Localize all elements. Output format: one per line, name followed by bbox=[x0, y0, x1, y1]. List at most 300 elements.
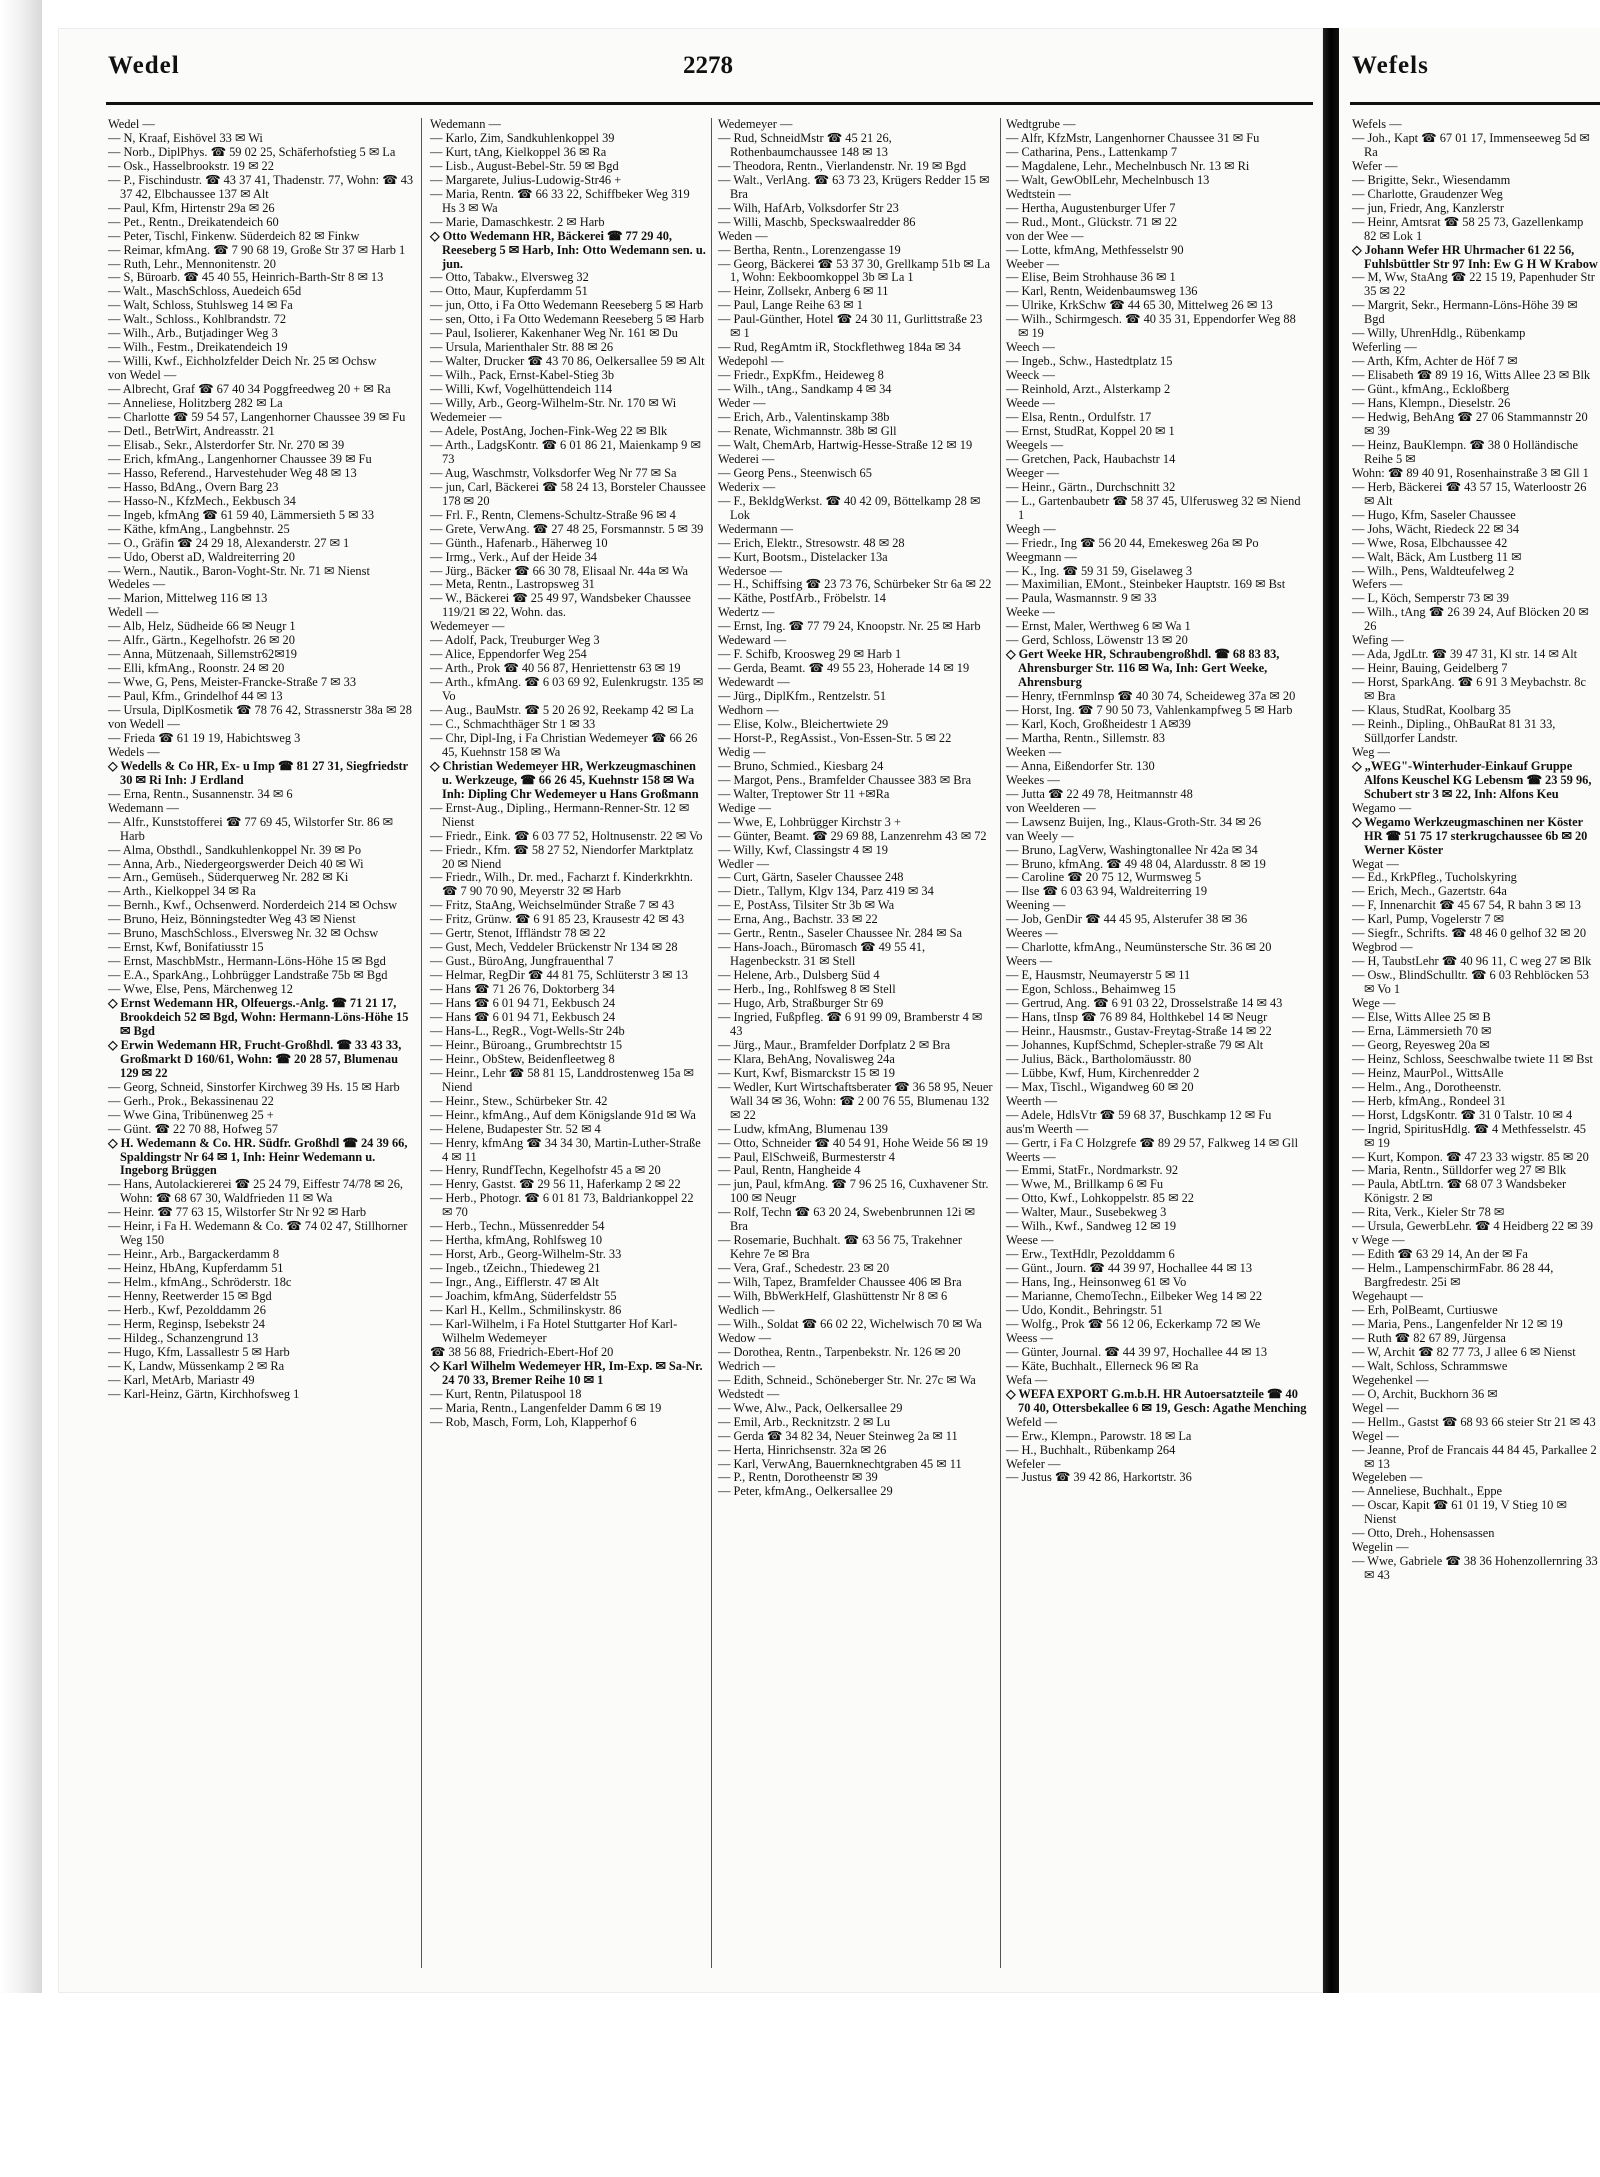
directory-entry: — Elisab., Sekr., Alsterdorfer Str. Nr. 270 ✉ 39 bbox=[108, 437, 345, 452]
directory-entry: — Käte, Buchhalt., Ellerneck 96 ✉ Ra bbox=[1006, 1358, 1199, 1373]
directory-entry: — Ernst, Kwf, Bonifatiusstr 15 bbox=[108, 940, 264, 955]
directory-entry: Wedlich — bbox=[718, 1303, 775, 1318]
directory-entry: — Walt, Schloss, Schrammswe bbox=[1352, 1358, 1508, 1373]
directory-entry: — Meta, Rentn., Lastropsweg 31 bbox=[430, 577, 595, 592]
directory-entry: — E, Hausmstr, Neumayerstr 5 ✉ 11 bbox=[1006, 968, 1191, 983]
directory-entry: — Johs, Wächt, Riedeck 22 ✉ 34 bbox=[1352, 521, 1520, 536]
directory-entry: — Hans, tInsp ☎ 76 89 84, Holthkebel 14 ✉ Neugr bbox=[1006, 1010, 1268, 1024]
directory-entry: — Wwe Gina, Tribünenweg 25 + bbox=[108, 1107, 274, 1122]
directory-entry: — Ed., KrkPfleg., Tucholskyring bbox=[1352, 870, 1517, 885]
directory-entry: — Günt., kfmAng., Eckloßberg bbox=[1352, 382, 1510, 397]
directory-entry: — Herb, Bäckerei ☎ 43 57 15, Waterloostr 26 ✉ Alt bbox=[1352, 479, 1587, 508]
directory-entry: — Walt., VerlAng. ☎ 63 73 23, Krügers Redder 15 ✉ Bra bbox=[718, 172, 990, 201]
directory-entry: — Marion, Mittelweg 116 ✉ 13 bbox=[108, 591, 268, 606]
directory-entry: Weech — bbox=[1006, 340, 1055, 355]
directory-entry: — Helm., LampenschirmFabr. 86 28 44, Bargfredestr. 25i ✉ bbox=[1352, 1261, 1554, 1290]
directory-entry: Wedemann — bbox=[108, 800, 179, 815]
directory-entry: — Frieda ☎ 61 19 19, Habichtsweg 3 bbox=[108, 730, 301, 745]
directory-entry: — Hugo, Arb, Straßburger Str 69 bbox=[718, 996, 884, 1011]
directory-entry: — Ingeb, kfmAng ☎ 61 59 40, Lämmersieth 5 ✉ 33 bbox=[108, 507, 375, 522]
directory-entry: — Gerda ☎ 34 82 34, Neuer Steinweg 2a ✉ 11 bbox=[718, 1428, 958, 1443]
directory-entry: — Udo, Oberst aD, Waldreiterring 20 bbox=[108, 549, 295, 564]
directory-entry: — Gertr, Stenot, Iffländstr 78 ✉ 22 bbox=[430, 926, 606, 941]
directory-entry: — Heinz, MaurPol., WittsAlle bbox=[1352, 1065, 1504, 1080]
directory-entry: — Günt., Journ. ☎ 44 39 97, Hochallee 44 ✉ 13 bbox=[1006, 1261, 1253, 1276]
directory-entry: — Gust., BüroAng, Jungfrauenthal 7 bbox=[430, 954, 614, 969]
directory-entry: — Hans-L., RegR., Vogt-Wells-Str 24b bbox=[430, 1023, 625, 1038]
directory-entry: — Helene, Budapester Str. 52 ✉ 4 bbox=[430, 1121, 601, 1136]
directory-entry: — Alfr., Kunststofferei ☎ 77 69 45, Wilstorfer Str. 86 ✉ Harb bbox=[108, 814, 394, 843]
directory-entry: — Hans ☎ 6 01 94 71, Eekbusch 24 bbox=[430, 1010, 616, 1024]
directory-entry: — Margot, Pens., Bramfelder Chaussee 383 ✉ Bra bbox=[718, 772, 972, 787]
directory-entry: Wegehaupt — bbox=[1352, 1289, 1423, 1304]
directory-entry: — Gerda, Beamt. ☎ 49 55 23, Hoherade 14 ✉ 19 bbox=[718, 661, 970, 676]
directory-entry: — Ursula, GewerbLehr. ☎ 4 Heidberg 22 ✉ 39 bbox=[1352, 1219, 1593, 1234]
directory-entry: Wefer — bbox=[1352, 158, 1398, 173]
directory-entry: Wedeles — bbox=[108, 577, 166, 592]
directory-entry: — Rud, RegAmtm iR, Stockflethweg 184a ✉ 34 bbox=[718, 340, 961, 355]
directory-entry: — Arth., LadgsKontr. ☎ 6 01 86 21, Maienkamp 9 ✉ 73 bbox=[430, 437, 701, 466]
directory-entry: — Willi, Kwf, Vogelhüttendeich 114 bbox=[430, 382, 613, 397]
directory-entry: — Karl-Wilhelm, i Fa Hotel Stuttgarter Hof Karl-Wilhelm Wedemeyer bbox=[430, 1316, 678, 1345]
directory-entry: van Weely — bbox=[1006, 828, 1074, 843]
directory-entry: — Erich, kfmAng., Langenhorner Chaussee 39 ✉ Fu bbox=[108, 451, 372, 466]
directory-entry: — jun, Otto, i Fa Otto Wedemann Reeseberg 5 ✉ Harb bbox=[430, 298, 704, 313]
directory-entry: — Bernh., Kwf., Ochsenwerd. Norderdeich 214 ✉ Ochsw bbox=[108, 898, 398, 913]
directory-entry: — Heinz, BauKlempn. ☎ 38 0 Holländische Reihe 5 ✉ bbox=[1352, 437, 1579, 466]
directory-entry: — Willi, Kwf., Eichholzfelder Deich Nr. 25 ✉ Ochsw bbox=[108, 354, 377, 369]
directory-entry: — F., BekldgWerkst. ☎ 40 42 09, Böttelkamp 28 ✉ Lok bbox=[718, 493, 981, 522]
column-4 bbox=[1006, 118, 1308, 1485]
directory-entry: — Heinr, Zollsekr, Anberg 6 ✉ 11 bbox=[718, 284, 889, 299]
directory-entry: Wedler — bbox=[718, 856, 769, 871]
directory-entry: Wefa — bbox=[1006, 1372, 1048, 1387]
directory-entry: — Wilh., tAng., Sandkamp 4 ✉ 34 bbox=[718, 382, 892, 397]
directory-entry: — Wilh., Pack, Ernst-Kabel-Stieg 3b bbox=[430, 368, 615, 383]
directory-entry: — Adele, HdlsVtr ☎ 59 68 37, Buschkamp 12 ✉ Fu bbox=[1006, 1107, 1272, 1122]
directory-entry: — Herb., Photogr. ☎ 6 01 81 73, Baldriankoppel 22 ✉ 70 bbox=[430, 1191, 694, 1220]
directory-entry: — Wwe, G, Pens, Meister-Francke-Straße 7 ✉ 33 bbox=[108, 675, 357, 690]
directory-entry: — Anna, Mützenaah, Sillemstr62✉19 bbox=[108, 647, 297, 662]
directory-entry: — Heinz, Schloss, Seeschwalbe twiete 11 ✉ Bst bbox=[1352, 1051, 1593, 1066]
directory-entry: — Käthe, kfmAng., Langbehnstr. 25 bbox=[108, 521, 290, 536]
directory-entry: Wefing — bbox=[1352, 633, 1404, 648]
directory-entry: — Wwe, M., Brillkamp 6 ✉ Fu bbox=[1006, 1177, 1164, 1192]
directory-entry: — E.A., SparkAng., Lohbrügger Landstraße 75b ✉ Bgd bbox=[108, 968, 388, 983]
directory-entry: Wegbrod — bbox=[1352, 940, 1413, 955]
directory-entry: — Wern., Nautik., Baron-Voght-Str. Nr. 71 ✉ Nienst bbox=[108, 563, 370, 578]
directory-entry: — W, Archit ☎ 82 77 73, J allee 6 ✉ Nienst bbox=[1352, 1344, 1576, 1359]
directory-entry: Wedtstein — bbox=[1006, 186, 1071, 201]
directory-entry: — Horst, Arb., Georg-Wilhelm-Str. 33 bbox=[430, 1247, 622, 1262]
directory-entry: — jun, Paul, kfmAng. ☎ 7 96 25 16, Cuxhavener Str. 100 ✉ Neugr bbox=[718, 1177, 989, 1206]
directory-entry: Weess — bbox=[1006, 1330, 1053, 1345]
directory-entry: — Hans, Klempn., Dieselstr. 26 bbox=[1352, 396, 1511, 411]
directory-entry: — Paul, Isolierer, Kakenhaner Weg Nr. 161 ✉ Du bbox=[430, 326, 678, 341]
directory-entry: — Adele, PostAng, Jochen-Fink-Weg 22 ✉ Blk bbox=[430, 423, 668, 438]
column-1 bbox=[108, 118, 414, 1402]
directory-entry: — Elsa, Rentn., Ordulfstr. 17 bbox=[1006, 410, 1152, 425]
header-left-word: Wedel bbox=[108, 52, 180, 79]
directory-entry: — Herb., Techn., Müssenredder 54 bbox=[430, 1219, 605, 1234]
directory-entry: — Reinhold, Arzt., Alsterkamp 2 bbox=[1006, 382, 1171, 397]
directory-entry: — Horst, LdgsKontr. ☎ 31 0 Talstr. 10 ✉ 4 bbox=[1352, 1107, 1573, 1122]
directory-entry: Wege — bbox=[1352, 996, 1396, 1011]
directory-entry: Wedhorn — bbox=[718, 703, 779, 718]
directory-entry: — Dietr., Tallym, Klgv 134, Parz 419 ✉ 34 bbox=[718, 884, 934, 899]
page-gutter bbox=[1323, 28, 1339, 2177]
directory-entry: — Paul, Kfm, Hirtenstr 29a ✉ 26 bbox=[108, 200, 275, 215]
directory-entry: Wohn: ☎ 89 40 91, Rosenhainstraße 3 ✉ Gll 1 bbox=[1352, 465, 1589, 480]
directory-entry: — Willy, Kwf, Classingstr 4 ✉ 19 bbox=[718, 842, 888, 857]
directory-entry: — Adolf, Pack, Treuburger Weg 3 bbox=[430, 633, 600, 648]
directory-entry: — Erich, Mech., Gazertstr. 64a bbox=[1352, 884, 1507, 899]
directory-entry: — Friedr., Eink. ☎ 6 03 77 52, Holtnusenstr. 22 ✉ Vo bbox=[430, 828, 703, 843]
directory-entry: — Hertha, kfmAng, Rohlfsweg 10 bbox=[430, 1233, 603, 1248]
directory-entry: Weekes — bbox=[1006, 772, 1060, 787]
directory-entry: — Kurt, Kompon. ☎ 47 23 33 wigstr. 85 ✉ 20 bbox=[1352, 1149, 1589, 1164]
directory-entry: — Dorothea, Rentn., Tarpenbekstr. Nr. 126 ✉ 20 bbox=[718, 1344, 961, 1359]
book-spine bbox=[0, 0, 42, 2177]
directory-entry: Wegat — bbox=[1352, 856, 1399, 871]
directory-entry: — Fritz, Grünw. ☎ 6 91 85 23, Krausestr 42 ✉ 43 bbox=[430, 912, 685, 927]
directory-entry: — O, Archit, Buckhorn 36 ✉ bbox=[1352, 1386, 1498, 1401]
directory-entry: von Weelderen — bbox=[1006, 800, 1096, 815]
directory-entry: Wefeld — bbox=[1006, 1414, 1057, 1429]
directory-entry: — Ingeb., tZeichn., Thiedeweg 21 bbox=[430, 1261, 601, 1276]
directory-entry: — Brigitte, Sekr., Wiesendamm bbox=[1352, 172, 1511, 187]
directory-entry: — Kurt, tAng, Kielkoppel 36 ✉ Ra bbox=[430, 144, 607, 159]
directory-entry: — Bruno, MaschSchloss., Elversweg Nr. 32 ✉ Ochsw bbox=[108, 926, 379, 941]
directory-entry: — Job, GenDir ☎ 44 45 95, Alsterufer 38 ✉ 36 bbox=[1006, 912, 1248, 927]
directory-entry: — Herb, kfmAng., Rondeel 31 bbox=[1352, 1093, 1506, 1108]
directory-entry: — H, TaubstLehr ☎ 40 96 11, C weg 27 ✉ Blk bbox=[1352, 954, 1592, 969]
directory-entry: — Heinr, Amtsrat ☎ 58 25 73, Gazellenkamp 82 ✉ Lok 1 bbox=[1352, 214, 1584, 243]
directory-entry: ◇ Christian Wedemeyer HR, Werkzeugmaschinen u. Werkzeuge, ☎ 66 26 45, Kuehnstr 158 ✉ Wa Inh: Dipling Chr Wedemeyer u Hans Großmann bbox=[430, 758, 699, 801]
directory-entry: Wedertz — bbox=[718, 605, 775, 620]
directory-entry: — Heinz, HbAng, Kupferdamm 51 bbox=[108, 1261, 284, 1276]
directory-entry: — Bruno, Schmied., Kiesbarg 24 bbox=[718, 758, 884, 773]
directory-entry: — Helm., Ang., Dorotheenstr. bbox=[1352, 1079, 1502, 1094]
directory-entry: — Kurt, Kwf, Bismarckstr 15 ✉ 19 bbox=[718, 1065, 895, 1080]
column-3 bbox=[718, 118, 994, 1499]
directory-entry: — Udo, Kondit., Behringstr. 51 bbox=[1006, 1303, 1163, 1318]
directory-entry: — Hugo, Kfm, Saseler Chaussee bbox=[1352, 507, 1516, 522]
directory-entry: — Hans ☎ 6 01 94 71, Eekbusch 24 bbox=[430, 996, 616, 1011]
directory-entry: — Erna, Rentn., Susannenstr. 34 ✉ 6 bbox=[108, 786, 293, 801]
directory-entry: — P., Fischindustr. ☎ 43 37 41, Thadenstr. 77, Wohn: ☎ 43 37 42, Elbchaussee 137 ✉ Alt bbox=[108, 172, 414, 201]
directory-entry: — Margarete, Julius-Ludowig-Str46 + bbox=[430, 172, 622, 187]
directory-entry: — Erw., TextHdlr, Pezolddamm 6 bbox=[1006, 1247, 1175, 1262]
directory-entry: — Herb., Kwf, Pezolddamm 26 bbox=[108, 1303, 266, 1318]
directory-entry: — Walt, GewOblLehr, Mechelnbusch 13 bbox=[1006, 172, 1210, 187]
directory-entry: — Charlotte ☎ 59 54 57, Langenhorner Chaussee 39 ✉ Fu bbox=[108, 410, 406, 425]
directory-entry: Weeke — bbox=[1006, 605, 1055, 620]
directory-entry: — Heinr., Lehr ☎ 58 81 15, Landdrostenweg 15a ✉ Niend bbox=[430, 1065, 694, 1094]
directory-entry: — Henny, Reetwerder 15 ✉ Bgd bbox=[108, 1289, 272, 1304]
directory-entry: Wedtgrube — bbox=[1006, 117, 1076, 131]
directory-entry: — Theodora, Rentn., Vierlandenstr. Nr. 19 ✉ Bgd bbox=[718, 158, 967, 173]
directory-entry: ◇ Johann Wefer HR Uhrmacher 61 22 56, Fuhlsbüttler Str 97 Inh: Ew G H W Krabow bbox=[1352, 242, 1598, 271]
directory-entry: — Gertr., Rentn., Saseler Chaussee Nr. 284 ✉ Sa bbox=[718, 926, 963, 941]
directory-entry: — P., Rentn, Dorotheenstr ✉ 39 bbox=[718, 1470, 878, 1485]
directory-entry: — Charlotte, Graudenzer Weg bbox=[1352, 186, 1503, 201]
directory-entry: — Karl H., Kellm., Schmilinskystr. 86 bbox=[430, 1303, 622, 1318]
directory-entry: — Paul, ElSchweiß, Burmesterstr 4 bbox=[718, 1149, 895, 1164]
directory-entry: — Reinh., Dipling., OhBauRat 81 31 33, Süllдorfer Landstr. bbox=[1352, 716, 1556, 745]
directory-entry: — Ingrid, SpiritusHdlg. ☎ 4 Methfesselstr. 45 ✉ 19 bbox=[1352, 1121, 1586, 1150]
directory-entry: — Rita, Verk., Kieler Str 78 ✉ bbox=[1352, 1205, 1505, 1220]
directory-entry: — Wilh, BbWerkHelf, Glashüttenstr Nr 8 ✉ 6 bbox=[718, 1289, 948, 1304]
directory-entry: — Maria, Pens., Langenfelder Nr 12 ✉ 19 bbox=[1352, 1316, 1563, 1331]
directory-entry: Weening — bbox=[1006, 898, 1066, 913]
directory-entry: — Heinr., Büroang., Grumbrechtstr 15 bbox=[430, 1037, 623, 1052]
directory-entry: — Alice, Eppendorfer Weg 254 bbox=[430, 647, 587, 662]
directory-entry: — N, Kraaf, Eishövel 33 ✉ Wi bbox=[108, 130, 263, 145]
directory-entry: — Herb., Ing., Rohlfsweg 8 ✉ Stell bbox=[718, 982, 896, 997]
directory-entry: — Wolfg., Prok ☎ 56 12 06, Eckerkamp 72 ✉ We bbox=[1006, 1316, 1261, 1331]
directory-entry: — Ingeb., Schw., Hastedtplatz 15 bbox=[1006, 354, 1173, 369]
directory-entry: — Hildeg., Schanzengrund 13 bbox=[108, 1330, 259, 1345]
directory-entry: — Hellm., Gastst ☎ 68 93 66 steier Str 21 ✉ 43 bbox=[1352, 1414, 1596, 1429]
directory-entry: — Otto, Schneider ☎ 40 54 91, Hohe Weide 56 ✉ 19 bbox=[718, 1135, 988, 1150]
directory-entry: — Paul, Kfm., Grindelhof 44 ✉ 13 bbox=[108, 689, 283, 704]
directory-entry: — Oscar, Kapit ☎ 61 01 19, V Stieg 10 ✉ Nienst bbox=[1352, 1498, 1567, 1527]
directory-entry: — Bruno, Heiz, Bönningstedter Weg 43 ✉ Nienst bbox=[108, 912, 356, 927]
directory-entry: — Walt., MaschSchloss, Auedeich 65d bbox=[108, 284, 302, 299]
directory-entry: — Curt, Gärtn, Saseler Chaussee 248 bbox=[718, 870, 904, 885]
directory-entry: — Ilse ☎ 6 03 63 94, Waldreiterring 19 bbox=[1006, 884, 1208, 899]
directory-entry: — Walt, Bäck, Am Lustberg 11 ✉ bbox=[1352, 549, 1522, 564]
directory-entry: — Hedwig, BehAng ☎ 27 06 Stammannstr 20 ✉ 39 bbox=[1352, 410, 1588, 438]
directory-entry: Wedepohl — bbox=[718, 354, 784, 369]
directory-entry: Wedemeyer — bbox=[430, 619, 505, 634]
directory-entry: — Wwe, Alw., Pack, Oelkersallee 29 bbox=[718, 1400, 903, 1415]
directory-entry: — Wwe, Rosa, Elbchaussee 42 bbox=[1352, 535, 1508, 550]
directory-entry: — Charlotte, kfmAng., Neumünstersche Str. 36 ✉ 20 bbox=[1006, 940, 1272, 955]
directory-entry: — Henry, kfmAng ☎ 34 34 30, Martin-Luther-Straße 4 ✉ 11 bbox=[430, 1135, 701, 1164]
directory-entry: — Walt, Schloss, Stuhlsweg 14 ✉ Fa bbox=[108, 298, 293, 313]
directory-entry: Wegeleben — bbox=[1352, 1470, 1423, 1485]
directory-entry: Weegmann — bbox=[1006, 549, 1077, 564]
directory-entry: — Ernst, Ing. ☎ 77 79 24, Knoopstr. Nr. 25 ✉ Harb bbox=[718, 619, 981, 634]
directory-entry: — Hasso, BdAng., Overn Barg 23 bbox=[108, 479, 279, 494]
directory-entry: — Hans, Autolackiererei ☎ 25 24 79, Eiffestr 74/78 ✉ 26, Wohn: ☎ 68 67 30, Waldfrieden 11 ✉ Wa bbox=[108, 1177, 404, 1206]
directory-entry: — Käthe, PostfArb., Fröbelstr. 14 bbox=[718, 591, 886, 606]
directory-entry: Wedemeyer — bbox=[718, 117, 793, 131]
directory-entry: — Hertha, Augustenburger Ufer 7 bbox=[1006, 200, 1176, 215]
directory-entry: — Lisb., August-Bebel-Str. 59 ✉ Bgd bbox=[430, 158, 619, 173]
directory-entry: — Heinr., Hausmstr., Gustav-Freytag-Straße 14 ✉ 22 bbox=[1006, 1023, 1272, 1038]
directory-entry: — Arth., Prok ☎ 40 56 87, Henriettenstr 63 ✉ 19 bbox=[430, 661, 681, 676]
directory-entry: — Joachim, kfmAng, Süderfeldstr 55 bbox=[430, 1289, 617, 1304]
directory-entry: — W., Bäckerei ☎ 25 49 97, Wandsbeker Chaussee 119/21 ✉ 22, Wohn. das. bbox=[430, 591, 691, 620]
directory-entry: — sen, Otto, i Fa Otto Wedemann Reeseberg 5 ✉ Harb bbox=[430, 312, 704, 327]
directory-entry: — Marie, Damaschkestr. 2 ✉ Harb bbox=[430, 214, 605, 229]
directory-entry: — Georg Pens., Steenwisch 65 bbox=[718, 465, 872, 480]
directory-entry: — Ernst, MaschbMstr., Hermann-Löns-Höhe 15 ✉ Bgd bbox=[108, 954, 386, 969]
directory-entry: — Walt, ChemArb, Hartwig-Hesse-Straße 12 ✉ 19 bbox=[718, 437, 973, 452]
directory-entry: — Wilh., Schirmgesch. ☎ 40 35 31, Eppendorfer Weg 88 ✉ 19 bbox=[1006, 312, 1296, 341]
directory-entry: — Wilh., Pens, Waldteufelweg 2 bbox=[1352, 563, 1515, 578]
directory-entry: Wedstedt — bbox=[718, 1386, 780, 1401]
column-divider bbox=[711, 118, 712, 1968]
directory-entry: — Paula, Wasmannstr. 9 ✉ 33 bbox=[1006, 591, 1157, 606]
directory-entry: — Arth., kfmAng. ☎ 6 03 69 92, Eulenkrugstr. 135 ✉ Vo bbox=[430, 675, 704, 704]
directory-entry: — Vera, Graf., Schedestr. 23 ✉ 20 bbox=[718, 1261, 890, 1276]
directory-entry: — Karl, Rentn, Weidenbaumsweg 136 bbox=[1006, 284, 1198, 299]
directory-entry: — S, Büroarb. ☎ 45 40 55, Heinrich-Barth-Str 8 ✉ 13 bbox=[108, 270, 384, 285]
directory-entry: — Elise, Beim Strohhause 36 ✉ 1 bbox=[1006, 270, 1176, 285]
directory-entry: Wedig — bbox=[718, 744, 766, 759]
directory-entry: — Pet., Rentn., Dreikatendeich 60 bbox=[108, 214, 279, 229]
directory-entry: — Anna, Arb., Niedergeorgswerder Deich 40 ✉ Wi bbox=[108, 856, 364, 871]
directory-entry: — Magdalene, Lehr., Mechelnbusch Nr. 13 ✉ Ri bbox=[1006, 158, 1250, 173]
directory-entry: Wedige — bbox=[718, 800, 772, 815]
directory-entry: — Georg, Reyesweg 20a ✉ bbox=[1352, 1037, 1490, 1052]
directory-entry: ◇ Otto Wedemann HR, Bäckerei ☎ 77 29 40, Reeseberg 5 ✉ Harb, Inh: Otto Wedemann sen. u. jun. bbox=[430, 228, 706, 271]
directory-entry: — Margrit, Sekr., Hermann-Löns-Höhe 39 ✉ Bgd bbox=[1352, 298, 1578, 327]
directory-entry: Wedrich — bbox=[718, 1358, 776, 1373]
directory-entry: — Ludw, kfmAng, Blumenau 139 bbox=[718, 1121, 888, 1136]
directory-entry: — Herta, Hinrichsenstr. 32a ✉ 26 bbox=[718, 1442, 887, 1457]
directory-entry: — Otto, Maur, Kupferdamm 51 bbox=[430, 284, 588, 299]
directory-entry: — C., Schmachthäger Str 1 ✉ 33 bbox=[430, 716, 596, 731]
directory-entry: — Peter, kfmAng., Oelkersallee 29 bbox=[718, 1484, 893, 1499]
directory-entry: — H., Buchhalt., Rübenkamp 264 bbox=[1006, 1442, 1176, 1457]
directory-entry: — Hasso-N., KfzMech., Eekbusch 34 bbox=[108, 493, 296, 508]
directory-entry: — Frl. F., Rentn, Clemens-Schultz-Straße 96 ✉ 4 bbox=[430, 507, 676, 522]
directory-entry: — L, Köch, Semperstr 73 ✉ 39 bbox=[1352, 591, 1509, 606]
directory-entry: — Otto, Dreh., Hohensassen bbox=[1352, 1526, 1495, 1541]
directory-entry: — K., Ing. ☎ 59 31 59, Giselaweg 3 bbox=[1006, 563, 1193, 578]
directory-entry: Weese — bbox=[1006, 1233, 1054, 1248]
directory-entry: — E, PostAss, Tilsiter Str 3b ✉ Wa bbox=[718, 898, 895, 913]
directory-entry: — Jutta ☎ 22 49 78, Heitmannstr 48 bbox=[1006, 786, 1193, 801]
directory-entry: — Maria, Rentn., Sülldorfer weg 27 ✉ Blk bbox=[1352, 1163, 1567, 1178]
directory-entry: — Wilh., tAng ☎ 26 39 24, Auf Blöcken 20 ✉ 26 bbox=[1352, 605, 1589, 634]
directory-entry: Wefeler — bbox=[1006, 1456, 1061, 1471]
directory-entry: — Karl, Pump, Vogelerstr 7 ✉ bbox=[1352, 912, 1505, 927]
directory-entry: — Georg, Schneid, Sinstorfer Kirchweg 39 Hs. 15 ✉ Harb bbox=[108, 1079, 400, 1094]
directory-entry: Weegh — bbox=[1006, 521, 1056, 536]
directory-entry: Wedel — bbox=[108, 117, 155, 131]
directory-entry: — Erna, Ang., Bachstr. 33 ✉ 22 bbox=[718, 912, 878, 927]
directory-entry: — Emmi, StatFr., Nordmarkstr. 92 bbox=[1006, 1163, 1179, 1178]
directory-entry: — Henry, Gastst. ☎ 29 56 11, Haferkamp 2 ✉ 22 bbox=[430, 1177, 681, 1192]
directory-entry: — Heinr, i Fa H. Wedemann & Co. ☎ 74 02 47, Stillhorner Weg 150 bbox=[108, 1219, 408, 1248]
directory-entry: — Willy, UhrenHdlg., Rübenkamp bbox=[1352, 326, 1526, 341]
directory-entry: — H., Schiffsing ☎ 23 73 76, Schürbeker Str 6a ✉ 22 bbox=[718, 577, 992, 592]
directory-entry: — Grete, VerwAng. ☎ 27 48 25, Forsmannstr. 5 ✉ 39 bbox=[430, 521, 704, 536]
directory-entry: — Wilh, HafArb, Volksdorfer Str 23 bbox=[718, 200, 899, 215]
directory-entry: — Detl., BetrWirt, Andreasstr. 21 bbox=[108, 423, 275, 438]
directory-entry: — Maximilian, EMont., Steinbeker Hauptstr. 169 ✉ Bst bbox=[1006, 577, 1286, 592]
directory-entry: — Anneliese, Buchhalt., Eppe bbox=[1352, 1484, 1503, 1499]
page-number: 2278 bbox=[683, 52, 733, 79]
directory-entry: — Ulrike, KrkSchw ☎ 44 65 30, Mittelweg 26 ✉ 13 bbox=[1006, 298, 1273, 313]
header-rule-left bbox=[106, 102, 1313, 105]
directory-entry: — Walter, Maur., Susebekweg 3 bbox=[1006, 1205, 1167, 1220]
directory-entry: — Aug., BauMstr. ☎ 5 20 26 92, Reekamp 42 ✉ La bbox=[430, 703, 694, 718]
directory-entry: — Walter, Drucker ☎ 43 70 86, Oelkersallee 59 ✉ Alt bbox=[430, 354, 705, 369]
directory-entry: — Helene, Arb., Dulsberg Süd 4 bbox=[718, 968, 880, 983]
column-divider bbox=[1000, 118, 1001, 1968]
directory-entry: — Arn., Gemüseh., Süderquerweg Nr. 282 ✉ Ki bbox=[108, 870, 349, 885]
directory-entry: ☎ 38 56 88, Friedrich-Ebert-Hof 20 bbox=[430, 1344, 614, 1359]
directory-entry: — Ruth, Lehr., Mennonitenstr. 20 bbox=[108, 256, 276, 271]
directory-entry: — Heinr., kfmAng., Auf dem Königslande 91d ✉ Wa bbox=[430, 1107, 696, 1122]
directory-entry: — jun, Carl, Bäckerei ☎ 58 24 13, Borsteler Chaussee 178 ✉ 20 bbox=[430, 479, 706, 508]
directory-entry: — Friedr., Ing ☎ 56 20 44, Emekesweg 26a ✉ Po bbox=[1006, 535, 1259, 550]
directory-entry: — Paul, Rentn, Hangheide 4 bbox=[718, 1163, 861, 1178]
directory-entry: Wefels — bbox=[1352, 117, 1402, 131]
directory-entry: — Günt. ☎ 22 70 88, Hofweg 57 bbox=[108, 1121, 278, 1136]
directory-entry: — Walt., Schloss., Kohlbrandstr. 72 bbox=[108, 312, 287, 327]
directory-entry: — Henry, tFernmlnsp ☎ 40 30 74, Scheideweg 37a ✉ 20 bbox=[1006, 689, 1296, 704]
directory-entry: Weeger — bbox=[1006, 465, 1060, 480]
directory-entry: Wederix — bbox=[718, 479, 776, 494]
directory-entry: — Kurt, Rentn, Pilatuspool 18 bbox=[430, 1386, 582, 1401]
directory-entry: — Arth., Kielkoppel 34 ✉ Ra bbox=[108, 884, 256, 899]
directory-entry: — Heinr., ObStew, Beidenfleetweg 8 bbox=[430, 1051, 615, 1066]
directory-entry: Wefers — bbox=[1352, 577, 1403, 592]
directory-entry: — Karl, MetArb, Mariastr 49 bbox=[108, 1372, 255, 1387]
directory-entry: — Erh, PolBeamt, Curtiuswe bbox=[1352, 1303, 1498, 1318]
directory-entry: — Wilh., Arb., Butjadinger Weg 3 bbox=[108, 326, 278, 341]
directory-entry: — Ada, JgdLtr. ☎ 39 47 31, Kl str. 14 ✉ Alt bbox=[1352, 647, 1578, 662]
page-bottom-margin bbox=[0, 1993, 1600, 2177]
directory-entry: ◇ Wegamo Werkzeugmaschinen ner Köster HR ☎ 51 75 17 sterkrugchaussee 6b ✉ 20 Werner Köster bbox=[1352, 814, 1588, 857]
directory-entry: — jun, Friedr, Ang, Kanzlerstr bbox=[1352, 200, 1504, 215]
directory-entry: — Hans, Ing., Heinsonweg 61 ✉ Vo bbox=[1006, 1275, 1187, 1290]
column-2 bbox=[430, 118, 706, 1430]
directory-entry: — Rud, SchneidMstr ☎ 45 21 26, Rothenbaumchaussee 148 ✉ 13 bbox=[718, 130, 892, 159]
directory-entry: Wedemann — bbox=[430, 117, 501, 131]
directory-entry: — Wedler, Kurt Wirtschaftsberater ☎ 36 58 95, Neuer Wall 34 ✉ 36, Wohn: ☎ 2 00 76 55, Blumenau 132 ✉ 22 bbox=[718, 1079, 993, 1122]
directory-entry: Weeken — bbox=[1006, 744, 1062, 759]
directory-entry: Wedemeier — bbox=[430, 410, 502, 425]
directory-entry: Weede — bbox=[1006, 396, 1055, 411]
directory-entry: — Else, Witts Allee 25 ✉ B bbox=[1352, 1010, 1491, 1024]
directory-entry: — Jürg., Bäcker ☎ 66 30 78, Elisaal Nr. 44a ✉ Wa bbox=[430, 563, 689, 578]
directory-entry: — Bruno, kfmAng. ☎ 49 48 04, Alardusstr. 8 ✉ 19 bbox=[1006, 856, 1266, 871]
directory-entry: — Erich, Elektr., Stresowstr. 48 ✉ 28 bbox=[718, 535, 905, 550]
directory-entry: — Gertr, i Fa C Holzgrefe ☎ 89 29 57, Falkweg 14 ✉ Gll bbox=[1006, 1135, 1299, 1150]
directory-entry: — Horst, Ing. ☎ 7 90 50 73, Vahlenkampfweg 5 ✉ Harb bbox=[1006, 703, 1293, 718]
directory-entry: — Lübbe, Kwf, Hum, Kirchenredder 2 bbox=[1006, 1065, 1200, 1080]
directory-entry: — Justus ☎ 39 42 86, Harkortstr. 36 bbox=[1006, 1470, 1192, 1485]
directory-entry: — Ruth ☎ 82 67 89, Jürgensa bbox=[1352, 1330, 1506, 1345]
directory-entry: Weeck — bbox=[1006, 368, 1055, 383]
directory-entry: — Johannes, KupfSchmd, Schepler-straße 79 ✉ Alt bbox=[1006, 1037, 1264, 1052]
directory-entry: Wegelin — bbox=[1352, 1540, 1409, 1555]
directory-entry: — Horst-P., RegAssist., Von-Essen-Str. 5 ✉ 22 bbox=[718, 730, 952, 745]
directory-entry: — Wilh., Festm., Dreikatendeich 19 bbox=[108, 340, 288, 355]
directory-entry: — Wwe, Else, Pens, Märchenweg 12 bbox=[108, 982, 293, 997]
directory-entry: ◇ Karl Wilhelm Wedemeyer HR, Im-Exp. ✉ Sa-Nr. 24 70 33, Bremer Reihe 10 ✉ 1 bbox=[430, 1358, 703, 1387]
directory-entry: — Otto, Tabakw., Elversweg 32 bbox=[430, 270, 589, 285]
directory-entry: aus'm Weerth — bbox=[1006, 1121, 1089, 1136]
directory-entry: Wegel — bbox=[1352, 1400, 1399, 1415]
directory-entry: — Martha, Rentn., Sillemstr. 83 bbox=[1006, 730, 1166, 745]
directory-entry: — Albrecht, Graf ☎ 67 40 34 Poggfreedweg 20 + ✉ Ra bbox=[108, 382, 391, 397]
directory-entry: — Erna, Lämmersieth 70 ✉ bbox=[1352, 1023, 1492, 1038]
directory-entry: — Ursula, DiplKosmetik ☎ 78 76 42, Strassnerstr 38a ✉ 28 bbox=[108, 703, 412, 718]
directory-entry: — Hans ☎ 71 26 76, Doktorberg 34 bbox=[430, 982, 615, 997]
directory-entry: — Karl-Heinz, Gärtn, Kirchhofsweg 1 bbox=[108, 1386, 300, 1401]
directory-entry: Weferling — bbox=[1352, 340, 1417, 355]
